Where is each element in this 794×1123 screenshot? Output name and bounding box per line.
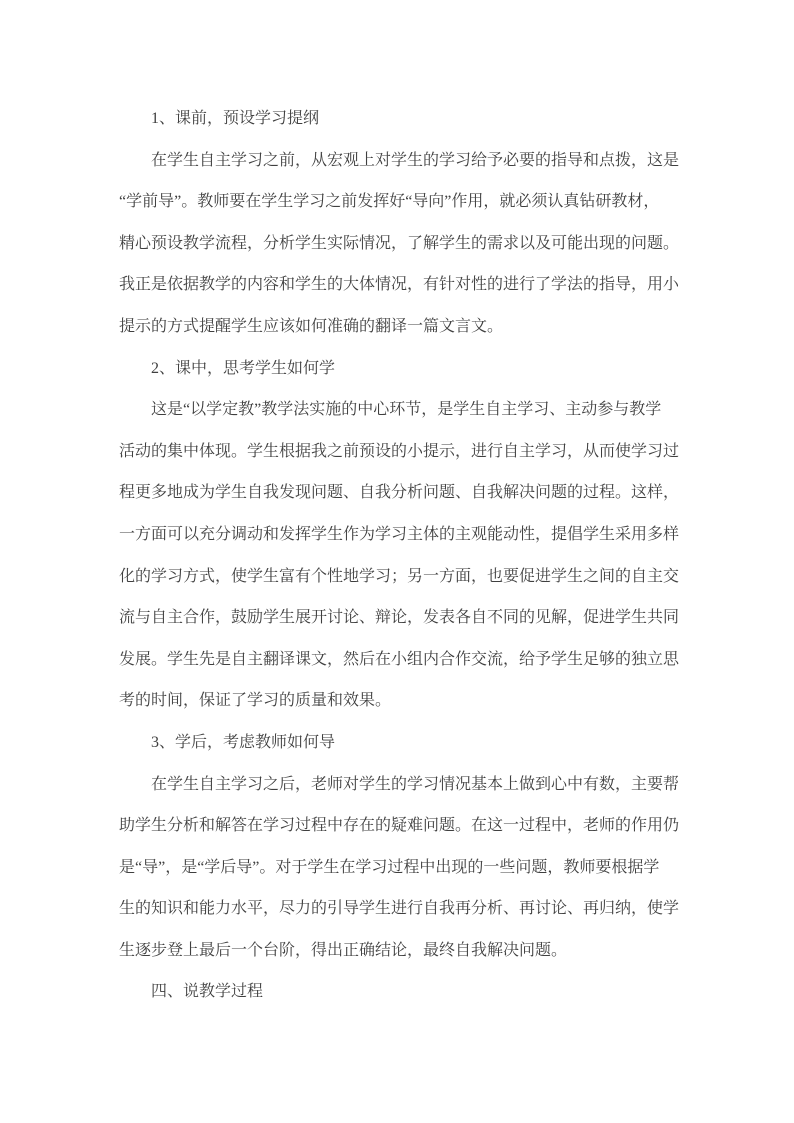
text-line: 化的学习方式，使学生富有个性地学习；另一方面，也要促进学生之间的自主交 (119, 567, 680, 585)
text-line: 精心预设教学流程，分析学生实际情况，了解学生的需求以及可能出现的问题。 (119, 234, 680, 252)
text-line: 生逐步登上最后一个台阶，得出正确结论，最终自我解决问题。 (119, 941, 568, 959)
text-line: 考的时间，保证了学习的质量和效果。 (119, 692, 392, 710)
heading-line: 3、学后，考虑教师如何导 (151, 733, 336, 751)
text-line: 生的知识和能力水平，尽力的引导学生进行自我再分析、再讨论、再归纳，使学 (119, 900, 680, 918)
text-line: 是“导”，是“学后导”。对于学生在学习过程中出现的一些问题，教师要根据学 (119, 858, 660, 876)
heading-line: 1、课前，预设学习提纲 (151, 110, 320, 127)
text-line: 活动的集中体现。学生根据我之前预设的小提示，进行自主学习，从而使学习过 (119, 442, 680, 460)
text-line: 发展。学生先是自主翻译课文，然后在小组内合作交流，给予学生足够的独立思 (119, 650, 680, 668)
text-line: 一方面可以充分调动和发挥学生作为学习主体的主观能动性，提倡学生采用多样 (119, 525, 680, 543)
text-line: 在学生自主学习之后，老师对学生的学习情况基本上做到心中有数，主要帮 (151, 775, 680, 793)
text-line: 我正是依据教学的内容和学生的大体情况，有针对性的进行了学法的指导，用小 (119, 276, 680, 294)
document-body (119, 98, 679, 1013)
text-line: 程更多地成为学生自我发现问题、自我分析问题、自我解决问题的过程。这样， (119, 484, 680, 502)
text-line: 提示的方式提醒学生应该如何准确的翻译一篇文言文。 (119, 317, 504, 335)
text-line: 在学生自主学习之前，从宏观上对学生的学习给予必要的指导和点拨，这是 (151, 151, 680, 169)
text-line: 助学生分析和解答在学习过程中存在的疑难问题。在这一过程中，老师的作用仍 (119, 817, 680, 835)
text-line: 流与自主合作，鼓励学生展开讨论、辩论，发表各自不同的见解，促进学生共同 (119, 609, 680, 627)
text-line: 这是“以学定教”教学法实施的中心环节，是学生自主学习、主动参与教学 (151, 401, 662, 419)
heading-line: 2、课中，思考学生如何学 (151, 359, 336, 377)
heading-line: 四、说教学过程 (151, 983, 264, 1001)
text-line: “学前导”。教师要在学生学习之前发挥好“导向”作用，就必须认真钻研教材， (119, 193, 660, 211)
